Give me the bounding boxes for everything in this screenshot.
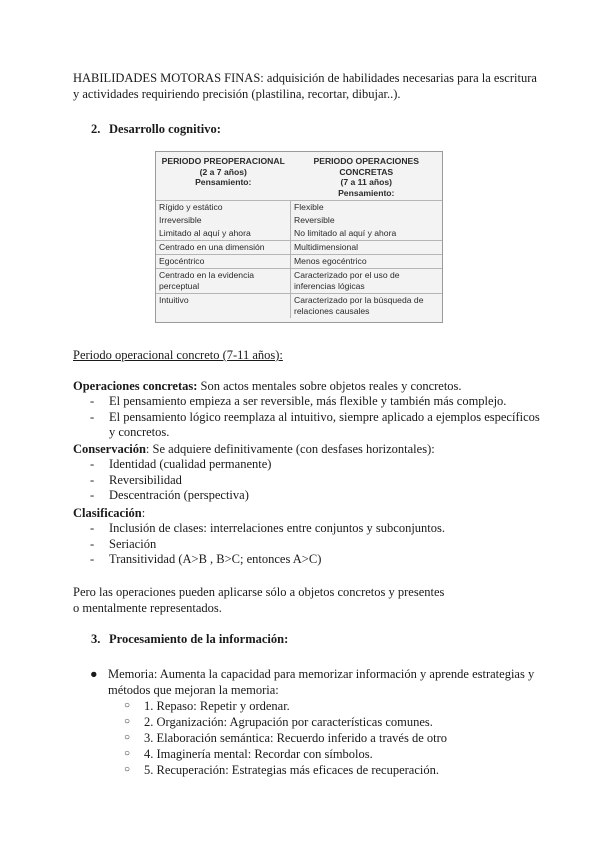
memoria-item <box>90 666 540 778</box>
table-cell: Centrado en la evidencia perceptual <box>156 269 291 294</box>
list-item: - Reversibilidad <box>73 473 543 489</box>
list-item: ○ 4. Imaginería mental: Recordar con símbolos. <box>108 746 540 762</box>
clasificacion-list <box>73 521 543 568</box>
list-item: - Inclusión de clases: interrelaciones entre conjuntos y subconjuntos. <box>73 521 543 537</box>
list-item: - Descentración (perspectiva) <box>73 488 543 504</box>
memoria-list <box>90 666 540 778</box>
period-title: Periodo operacional concreto (7-11 años): <box>73 348 283 362</box>
conservacion-list <box>73 457 543 504</box>
section-3-title: Procesamiento de la información: <box>109 632 289 646</box>
list-item: ○ 2. Organización: Agrupación por características comunes. <box>108 714 540 730</box>
list-item: ○ 1. Repaso: Repetir y ordenar. <box>108 698 540 714</box>
section-2-number: 2. <box>91 122 101 136</box>
operaciones-list <box>73 394 543 441</box>
list-item: - El pensamiento empieza a ser reversible, más flexible y también más complejo. <box>73 394 543 410</box>
bullet-icon: ● <box>90 667 98 681</box>
table-header-left <box>156 152 291 201</box>
table-cell: Multidimensional <box>291 241 443 255</box>
header-right-line-3: Pensamiento: <box>338 187 395 198</box>
table-header-right <box>291 152 443 201</box>
section-3-heading <box>91 632 288 647</box>
table-cell: No limitado al aquí y ahora <box>294 228 397 238</box>
list-item: ○ 3. Elaboración semántica: Recuerdo inferido a través de otro <box>108 730 540 746</box>
table-cell: Menos egocéntrico <box>291 255 443 269</box>
header-right-line-1: PERIODO OPERACIONES CONCRETAS <box>313 156 420 177</box>
table-cell: Caracterizado por la búsqueda de relaciones causales <box>291 294 443 319</box>
clasificacion-term: Clasificación <box>73 506 142 520</box>
table-cell: Reversible <box>294 215 335 225</box>
intro-paragraph <box>73 70 543 102</box>
table-cell: Rígido y estático <box>156 201 291 215</box>
operaciones-text: Son actos mentales sobre objetos reales y concretos. <box>197 379 462 393</box>
header-left-line-1: PERIODO PREOPERACIONAL <box>161 156 285 166</box>
operaciones-term: Operaciones concretas: <box>73 379 198 393</box>
header-left-line-3: Pensamiento: <box>195 177 252 187</box>
list-item: ○ 5. Recuperación: Estrategias más eficaces de recuperación. <box>108 762 540 778</box>
section-2-title: Desarrollo cognitivo: <box>109 122 221 136</box>
list-item: - Transitividad (A>B , B>C; entonces A>C) <box>73 552 543 568</box>
conservacion-text: : Se adquiere definitivamente (con desfases horizontales): <box>145 442 435 456</box>
table-cell: Egocéntrico <box>156 255 291 269</box>
table-cell: Centrado en una dimensión <box>156 241 291 255</box>
clasificacion-text: : <box>141 506 146 520</box>
list-item: - Identidad (cualidad permanente) <box>73 457 543 473</box>
section-3-number: 3. <box>91 632 101 646</box>
section-2-heading <box>91 122 221 137</box>
table-cell: Irreversible <box>156 214 291 227</box>
table-cell: Intuitivo <box>156 294 291 319</box>
operaciones-paragraph <box>73 378 543 394</box>
header-right-line-2: (7 a 11 años) <box>340 177 393 187</box>
comparison-table <box>156 152 442 318</box>
list-item: - Seriación <box>73 537 543 553</box>
header-left-line-2: (2 a 7 años) <box>199 166 247 177</box>
memoria-text: Memoria: Aumenta la capacidad para memorizar información y aprende estrategias y métodos que mejoran la memoria: <box>108 667 535 697</box>
closing-paragraph: Pero las operaciones pueden aplicarse sólo a objetos concretos y presentes o mentalmente representados. <box>73 585 445 615</box>
clasificacion-paragraph <box>73 505 543 521</box>
conservacion-paragraph <box>73 441 543 457</box>
intro-text: : adquisición de habilidades necesarias para la escritura y actividades requiriendo precisión (plastilina, recortar, dibujar..). <box>73 71 537 101</box>
memoria-strategies-list <box>108 698 540 778</box>
table-cell: Limitado al aquí y ahora <box>156 227 291 241</box>
list-item: - El pensamiento lógico reemplaza al intuitivo, siempre aplicado a ejemplos específicos y concretos. <box>73 410 543 441</box>
intro-term: HABILIDADES MOTORAS FINAS <box>73 71 261 85</box>
table-cell: Caracterizado por el uso de inferencias lógicas <box>291 269 443 294</box>
comparison-table-image <box>155 151 443 323</box>
conservacion-term: Conservación <box>73 442 146 456</box>
table-cell: Flexible <box>291 201 443 215</box>
